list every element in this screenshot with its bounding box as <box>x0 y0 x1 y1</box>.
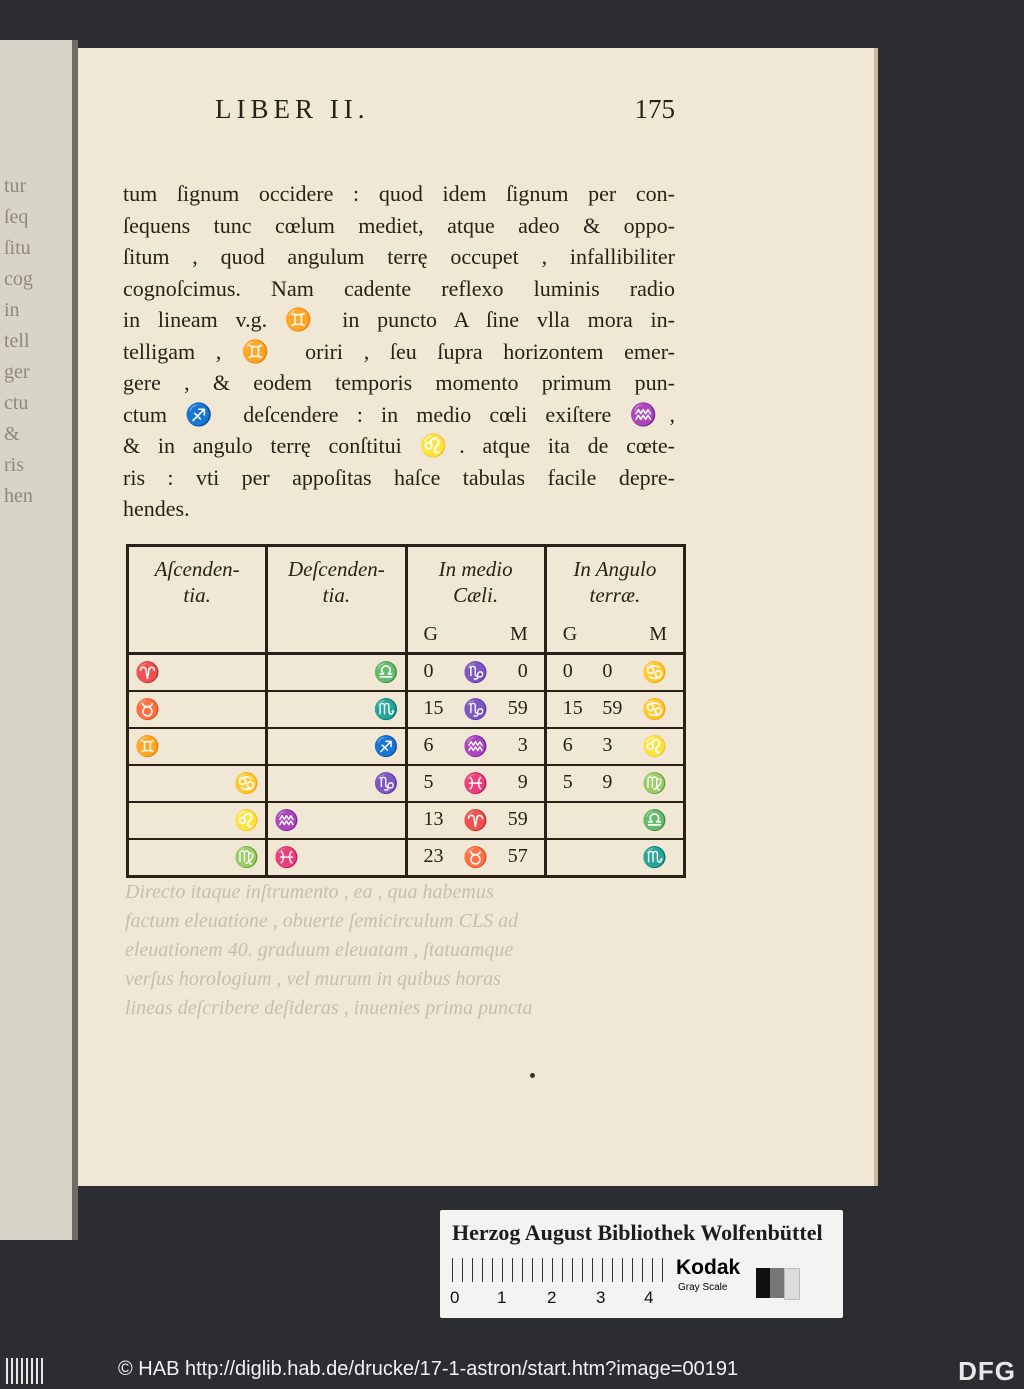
cell-value: 23 <box>423 845 444 867</box>
cell-value: 0 <box>562 660 573 682</box>
cell-value: ♍ <box>234 847 260 869</box>
cell-value: ♉ <box>135 699 160 721</box>
cell-value: ♋ <box>642 662 667 684</box>
table-cell <box>545 802 684 839</box>
cell-value: ♒ <box>274 810 300 832</box>
ruler-tick: 4 <box>644 1288 654 1307</box>
text-line: & in angulo terrę conſtitui ♌. atque ita de cœte- <box>123 433 675 458</box>
table-cell <box>545 765 684 802</box>
table-cell <box>267 691 406 728</box>
ink-dot <box>530 1073 535 1078</box>
table-cell <box>545 839 684 877</box>
cell-value: 0 <box>602 660 613 682</box>
cell-value: ♑ <box>463 699 489 721</box>
kodak-logo: Kodak <box>676 1256 741 1279</box>
cell-value: 3 <box>602 734 613 756</box>
cell-value: 0 <box>423 660 434 682</box>
ruler-tick: 2 <box>547 1288 557 1307</box>
table-cell <box>267 802 406 839</box>
cell-value: ♈ <box>463 810 489 832</box>
table-row <box>128 691 685 728</box>
cell-value: ♍ <box>642 773 667 795</box>
table-header-row <box>128 546 685 618</box>
cell-value: 13 <box>423 808 444 830</box>
text-line: cognoſcimus. Nam cadente reflexo luminis radio <box>123 275 675 301</box>
table-row <box>128 839 685 877</box>
text-line: hendes. <box>123 496 190 521</box>
table-cell <box>128 765 267 802</box>
cell-value: ♉ <box>463 847 489 869</box>
facing-page-fragment: & <box>4 423 20 445</box>
cell-value: 5 <box>423 771 434 793</box>
cell-value: 15 <box>562 697 583 719</box>
cell-value: 59 <box>507 697 528 719</box>
cell-value: ♑ <box>463 662 489 684</box>
ruler-tick: 1 <box>497 1288 507 1307</box>
cell-value: 9 <box>602 771 613 793</box>
viewer-footer <box>0 1354 1024 1389</box>
page-number: 175 <box>634 94 675 124</box>
cell-value: 6 <box>423 734 434 756</box>
facing-page-fragment: tur <box>4 175 27 197</box>
text-line: ſitum , quod angulum terrę occupet , infallibiliter <box>123 244 675 269</box>
text-line: ctum ♐ deſcendere : in medio cœli exiſtere ♒, <box>123 401 675 427</box>
cell-value: ♊ <box>135 736 160 758</box>
table-cell <box>545 654 684 692</box>
degrees-label: G <box>562 623 578 645</box>
table-cell <box>545 617 684 654</box>
facing-page-fragment: in <box>4 299 20 321</box>
cell-value: 15 <box>423 697 444 719</box>
minutes-label: M <box>509 623 528 645</box>
table-cell <box>406 654 545 692</box>
cell-value: ♐ <box>373 736 399 758</box>
table-cell <box>128 802 267 839</box>
column-header-descendentia: Deſcenden- tia. <box>267 546 406 618</box>
show-through-text <box>125 878 685 1023</box>
cell-value: ♓ <box>463 773 489 795</box>
scale-ruler <box>452 1258 664 1282</box>
facing-page-fragment: cog <box>4 268 33 290</box>
cell-value: 6 <box>562 734 573 756</box>
show-through-line: factum eleuatione , obuerte ſemicirculum CLS ad <box>125 910 519 932</box>
cell-value: 9 <box>517 771 528 793</box>
copyright-link[interactable]: © HAB http://diglib.hab.de/drucke/17-1-astron/start.htm?image=00191 <box>118 1358 739 1380</box>
hab-logo-icon <box>6 1358 46 1384</box>
column-header-in-angulo-terrae: In Angulo terræ. <box>545 546 684 618</box>
facing-page-fragment: ger <box>4 361 30 383</box>
table-cell <box>267 728 406 765</box>
cell-value: 57 <box>507 845 528 867</box>
facing-page <box>0 40 78 1240</box>
cell-value: ♓ <box>274 847 300 869</box>
table-subheader-row <box>128 617 685 654</box>
cell-value: ♌ <box>642 736 667 758</box>
table-cell <box>545 728 684 765</box>
cell-value: ♎ <box>642 810 667 832</box>
show-through-line: Directo itaque inſtrumento , ea , qua habemus <box>125 881 494 903</box>
table-cell <box>406 728 545 765</box>
cell-value: ♌ <box>234 810 260 832</box>
cell-value: 3 <box>517 734 528 756</box>
table-cell <box>406 802 545 839</box>
gray-scale-label: Gray Scale <box>678 1282 728 1293</box>
table-cell <box>128 617 267 654</box>
table-cell <box>267 617 406 654</box>
text-line: ſequens tunc cœlum mediet, atque adeo & oppo- <box>123 212 675 238</box>
cell-value: ♋ <box>234 773 260 795</box>
table-cell <box>406 765 545 802</box>
table-cell <box>128 839 267 877</box>
gray-swatch-mid <box>770 1268 784 1298</box>
table-cell <box>267 839 406 877</box>
gray-swatch-light <box>784 1268 800 1300</box>
running-title: LIBER II. <box>215 94 370 124</box>
cell-value: 59 <box>602 697 623 719</box>
table-row <box>128 654 685 692</box>
table-cell <box>406 839 545 877</box>
facing-page-fragment: hen <box>4 485 33 507</box>
text-line: gere , & eodem temporis momento primum pun- <box>123 370 675 395</box>
dfg-logo: DFG <box>958 1356 1016 1386</box>
show-through-line: verſus horologium , vel murum in quibus horas <box>125 968 501 990</box>
table-row <box>128 765 685 802</box>
zodiac-table <box>126 544 686 878</box>
minutes-label: M <box>649 623 667 645</box>
cell-value: ♏ <box>373 699 399 721</box>
table-cell <box>267 654 406 692</box>
table-cell <box>406 617 545 654</box>
degrees-label: G <box>423 623 438 645</box>
facing-page-fragment: ris <box>4 454 24 476</box>
table-cell <box>545 691 684 728</box>
table-cell <box>406 691 545 728</box>
gray-swatch-black <box>756 1268 770 1298</box>
cell-value: 5 <box>562 771 573 793</box>
text-line: in lineam v.g. ♊ in puncto A ſine vlla mora in- <box>123 307 675 332</box>
text-line: telligam , ♊ oriri , ſeu ſupra horizontem emer- <box>123 338 675 364</box>
color-reference-card <box>440 1210 843 1318</box>
column-header-in-medio-caeli: In medio Cæli. <box>406 546 545 618</box>
cell-value: ♏ <box>642 847 667 869</box>
table-cell <box>267 765 406 802</box>
table-cell <box>128 691 267 728</box>
facing-page-fragment: ctu <box>4 392 29 414</box>
ruler-tick: 0 <box>450 1288 460 1307</box>
facing-page-fragment: tell <box>4 330 30 352</box>
cell-value: ♒ <box>463 736 489 758</box>
ruler-tick: 3 <box>596 1288 606 1307</box>
text-line: tum ſignum occidere : quod idem ſignum per con- <box>123 181 675 206</box>
cell-value: 0 <box>517 660 528 682</box>
body-text <box>123 178 675 525</box>
cell-value: 59 <box>507 808 528 830</box>
facing-page-fragment: ſitu <box>4 237 31 259</box>
library-name: Herzog August Bibliothek Wolfenbüttel <box>452 1220 823 1245</box>
show-through-line: lineas deſcribere deſideras , inuenies prima puncta <box>125 997 533 1019</box>
text-line: ris : vti per appoſitas haſce tabulas facile depre- <box>123 464 675 490</box>
facing-page-fragment: ſeq <box>4 206 29 228</box>
column-header-ascendentia: Aſcenden- tia. <box>128 546 267 618</box>
cell-value: ♎ <box>373 662 399 684</box>
cell-value: ♈ <box>135 662 160 684</box>
table-cell <box>128 728 267 765</box>
show-through-line: eleuationem 40. graduum eleuatam , ſtatuamque <box>125 939 514 961</box>
table-cell <box>128 654 267 692</box>
cell-value: ♋ <box>642 699 667 721</box>
table-row <box>128 728 685 765</box>
table-row <box>128 802 685 839</box>
cell-value: ♑ <box>373 773 399 795</box>
